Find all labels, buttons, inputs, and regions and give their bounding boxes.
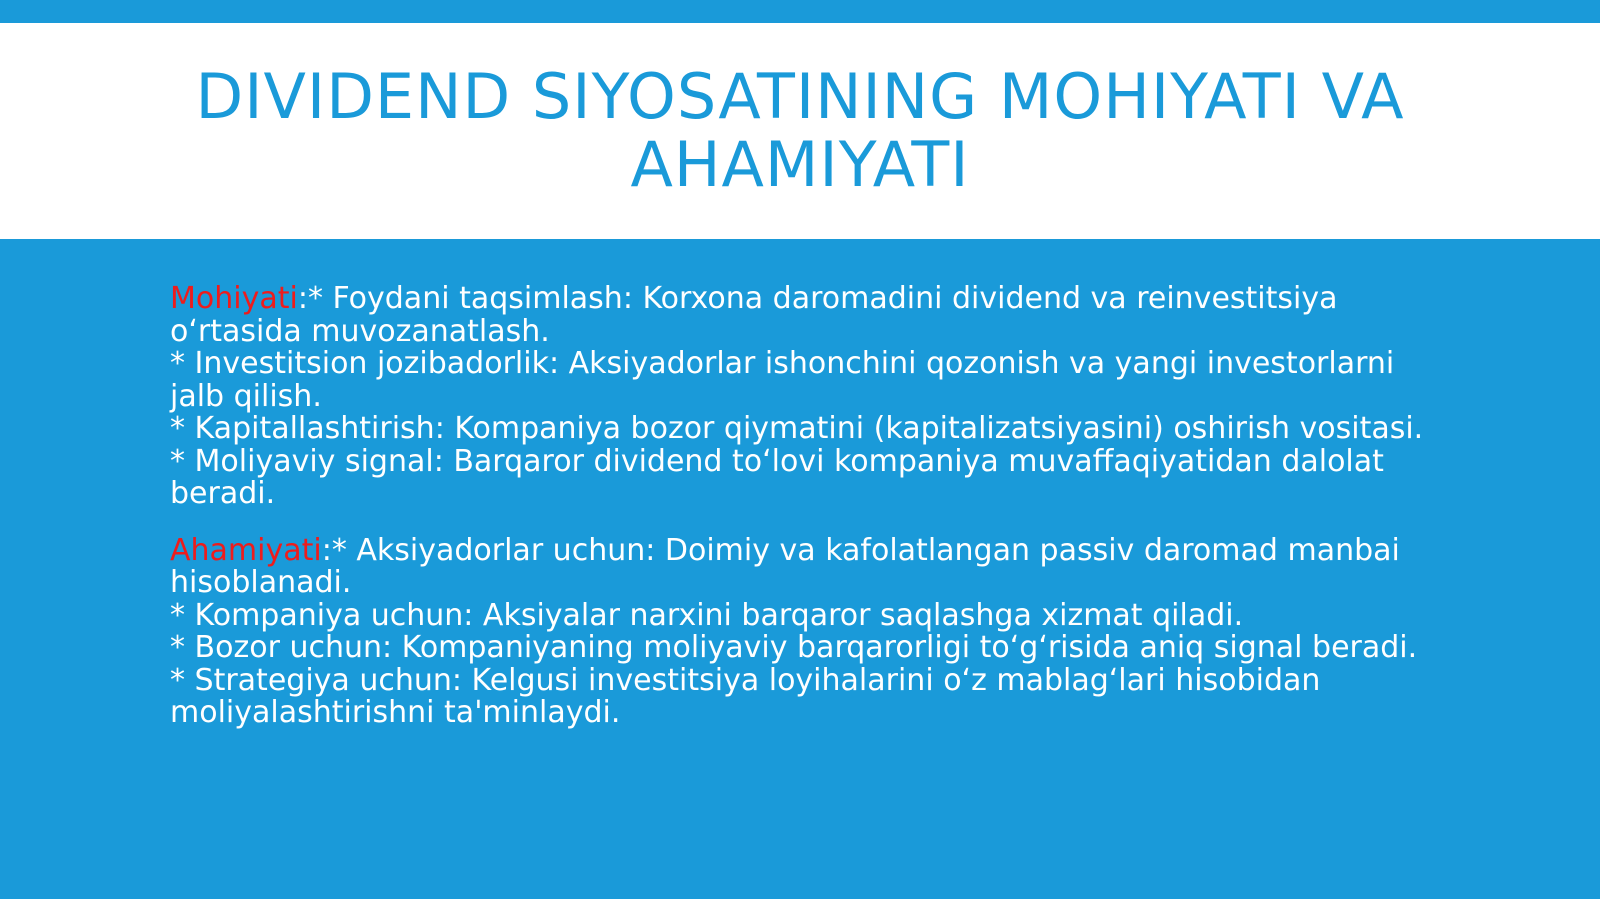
section-label-ahamiyati: Ahamiyati bbox=[170, 532, 322, 568]
top-accent-strip bbox=[0, 0, 1600, 23]
section-line bbox=[170, 532, 1445, 600]
slide-body bbox=[170, 283, 1445, 730]
slide-title: DIVIDEND SIYOSATINING MOHIYATI VA AHAMIYATI bbox=[195, 60, 1405, 201]
label-separator: : bbox=[321, 532, 332, 568]
title-band bbox=[0, 23, 1600, 239]
section-line bbox=[170, 283, 1445, 348]
section-line: * Strategiya uchun: Kelgusi investitsiya loyihalarini o‘z mablag‘lari hisobidan moliyalashtirishni ta'minlaydi. bbox=[170, 662, 1321, 730]
section-line: * Moliyaviy signal: Barqaror dividend to‘lovi kompaniya muvaffaqiyatidan dalolat beradi. bbox=[170, 443, 1384, 511]
section-line-text: * Aksiyadorlar uchun: Doimiy va kafolatlangan passiv daromad manbai hisoblanadi. bbox=[170, 532, 1400, 600]
section-line: * Kompaniya uchun: Aksiyalar narxini barqaror saqlashga xizmat qiladi. bbox=[170, 597, 1244, 633]
section-label-mohiyati: Mohiyati bbox=[170, 281, 298, 316]
label-separator: : bbox=[297, 281, 308, 316]
section-line: * Kapitallashtirish: Kompaniya bozor qiymatini (kapitalizatsiyasini) oshirish vositasi. bbox=[170, 411, 1424, 446]
section-line: * Investitsion jozibadorlik: Aksiyadorlar ishonchini qozonish va yangi investorlarni jalb qilish. bbox=[170, 346, 1395, 414]
section-mohiyati bbox=[170, 283, 1445, 511]
section-ahamiyati bbox=[170, 532, 1445, 730]
section-line-text: * Foydani taqsimlash: Korxona daromadini dividend va reinvestitsiya o‘rtasida muvozanatlash. bbox=[170, 281, 1338, 349]
section-line: * Bozor uchun: Kompaniyaning moliyaviy barqarorligi to‘g‘risida aniq signal beradi. bbox=[170, 630, 1418, 665]
